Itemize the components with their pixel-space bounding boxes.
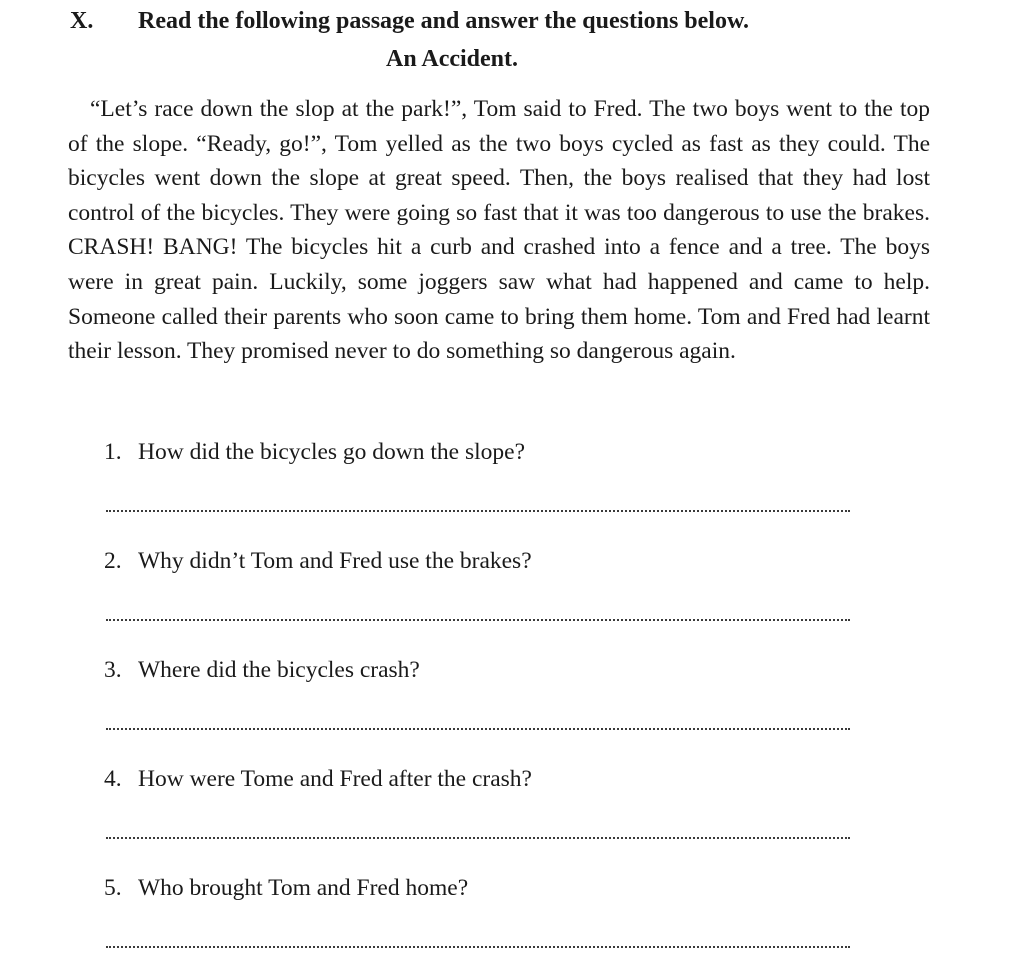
question-4 [104, 763, 884, 795]
question-number: 5. [104, 875, 122, 901]
question-number: 1. [104, 439, 122, 465]
exercise-heading [70, 4, 950, 38]
question-number: 2. [104, 548, 122, 574]
question-number: 4. [104, 766, 122, 792]
question-text: How were Tome and Fred after the crash? [138, 766, 532, 792]
answer-line-1[interactable] [106, 510, 850, 512]
question-5 [104, 872, 884, 904]
answer-line-5[interactable] [106, 946, 850, 948]
question-1 [104, 436, 884, 468]
instruction-text: Read the following passage and answer the questions below. [138, 8, 749, 34]
passage-text: “Let’s race down the slop at the park!”, Tom said to Fred. The two boys went to the top of the slope. “Ready, go!”, Tom yelled as the two boys cycled as fast as they could. The bicycles went down the slope at great speed. Then, the boys realised that they had lost control of the bicycles. They were going so fast that it was too dangerous to use the brakes. CRASH! BANG! The bicycles hit a curb and crashed into a fence and a tree. The boys were in great pain. Luckily, some joggers saw what had happened and came to help. Someone called their parents who soon came to bring them home. Tom and Fred had learnt their lesson. They promised never to do something so dangerous again. [68, 96, 930, 365]
question-text: How did the bicycles go down the slope? [138, 439, 526, 465]
answer-line-3[interactable] [106, 728, 850, 730]
section-label: X. [70, 8, 94, 34]
question-2 [104, 545, 884, 577]
question-text: Who brought Tom and Fred home? [138, 875, 469, 901]
passage-title: An Accident. [386, 46, 518, 72]
answer-line-2[interactable] [106, 619, 850, 621]
answer-line-4[interactable] [106, 837, 850, 839]
question-3 [104, 654, 884, 686]
question-text: Where did the bicycles crash? [138, 657, 420, 683]
question-number: 3. [104, 657, 122, 683]
question-text: Why didn’t Tom and Fred use the brakes? [138, 548, 532, 574]
